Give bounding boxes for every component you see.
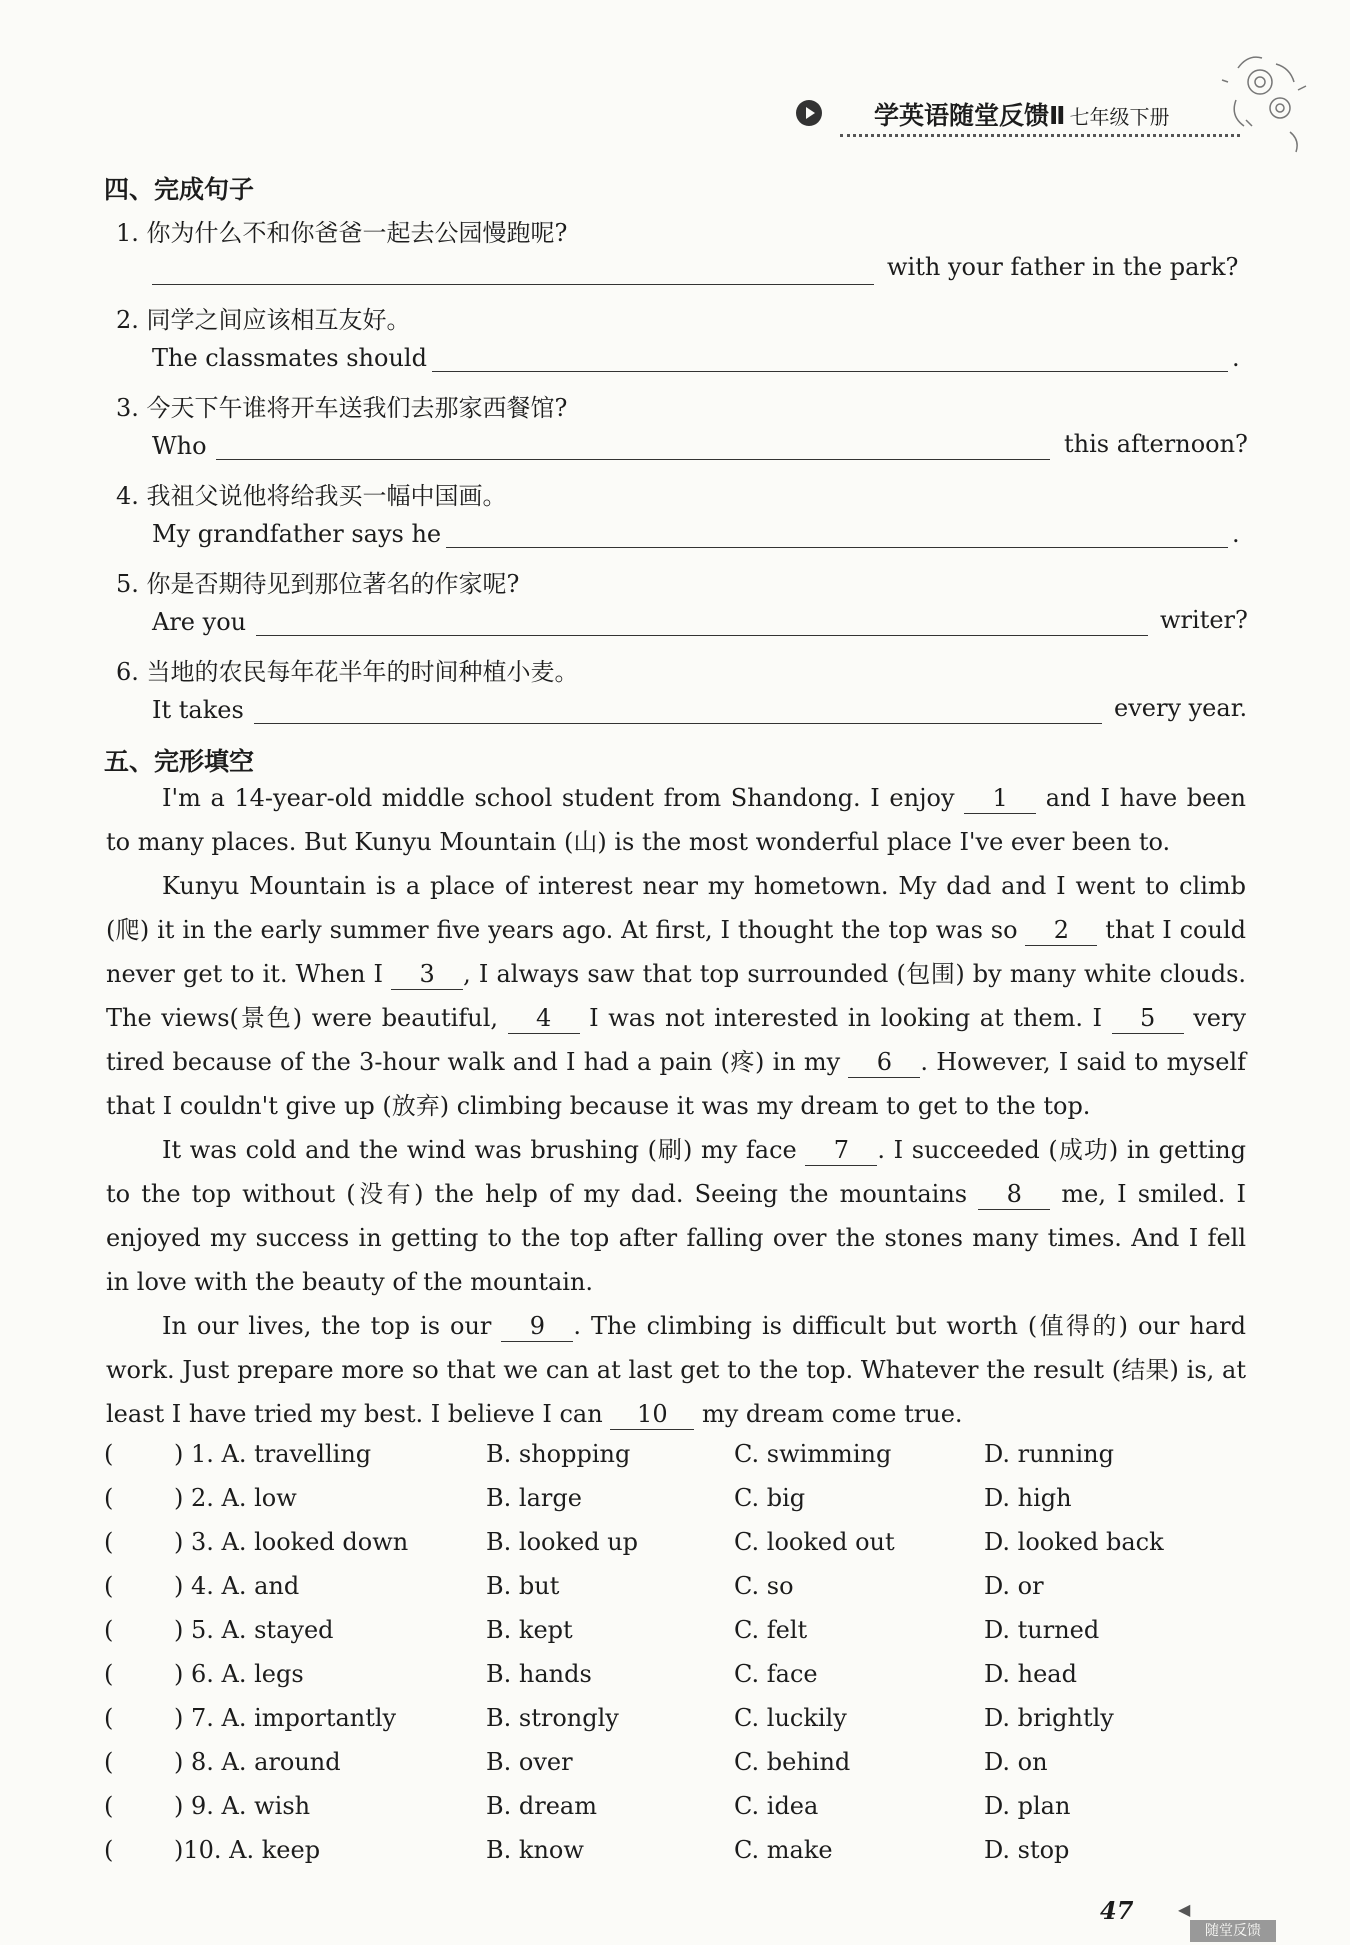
cloze-text: me, I smiled. I enjoyed my success in getting to the top after falling over the stones many times. And I fell in love with the beauty of the mountain.: [106, 1180, 1247, 1296]
cloze-blank-3[interactable]: 3: [391, 959, 463, 990]
question-3-suffix: this afternoon?: [1064, 430, 1248, 458]
option-b: B. hands: [486, 1660, 592, 1688]
question-6-chinese: 6. 当地的农民每年花半年的时间种植小麦。: [116, 658, 579, 686]
option-num: ) 7. A. importantly: [174, 1704, 397, 1732]
option-c: C. make: [734, 1836, 833, 1864]
option-row: [104, 1704, 1284, 1748]
question-2-chinese: 2. 同学之间应该相互友好。: [116, 306, 411, 334]
flower-decoration-icon: [1218, 50, 1313, 160]
option-c: C. swimming: [734, 1440, 892, 1468]
section-4-title: 四、完成句子: [104, 175, 255, 204]
cloze-paragraph: [106, 1304, 1246, 1436]
option-c: C. so: [734, 1572, 794, 1600]
option-row: [104, 1836, 1284, 1880]
arrow-left-icon: ◀: [1178, 1900, 1191, 1919]
option-c: C. looked out: [734, 1528, 895, 1556]
question-3-chinese: 3. 今天下午谁将开车送我们去那家西餐馆?: [116, 394, 568, 422]
answer-blank-4[interactable]: [446, 547, 1228, 548]
option-num: ) 3. A. looked down: [174, 1528, 409, 1556]
option-d: D. brightly: [984, 1704, 1114, 1732]
cloze-blank-1[interactable]: 1: [964, 783, 1036, 814]
option-d: D. plan: [984, 1792, 1071, 1820]
answer-bracket[interactable]: (: [104, 1572, 114, 1600]
option-c: C. big: [734, 1484, 806, 1512]
answer-bracket[interactable]: (: [104, 1704, 114, 1732]
cloze-blank-2[interactable]: 2: [1025, 915, 1097, 946]
answer-bracket[interactable]: (: [104, 1528, 114, 1556]
option-row: [104, 1572, 1284, 1616]
book-title: 学英语随堂反馈Ⅱ 七年级下册: [874, 101, 1170, 130]
option-d: D. head: [984, 1660, 1077, 1688]
answer-blank-5[interactable]: [256, 635, 1148, 636]
cloze-text: . The climbing is difficult but worth (值得的) our hard work. Just prepare more so that we can at last get to the top. Whatever the result (结果) is, at least I have tried my best. I believe I can: [106, 1312, 1246, 1428]
cloze-text: . However, I said to myself that I couldn't give up (放弃) climbing because it was my dream to get to the top.: [106, 1048, 1246, 1120]
cloze-text: and I have been to many places. But Kunyu Mountain (山) is the most wonderful place I've ever been to.: [106, 784, 1246, 856]
footer-tag: 随堂反馈: [1190, 1920, 1276, 1942]
page-number: 47: [1100, 1896, 1134, 1925]
option-b: B. over: [486, 1748, 573, 1776]
answer-bracket[interactable]: (: [104, 1440, 114, 1468]
option-d: D. stop: [984, 1836, 1070, 1864]
cloze-text: I'm a 14-year-old middle school student from Shandong. I enjoy: [162, 784, 965, 812]
cloze-blank-10[interactable]: 10: [610, 1399, 694, 1430]
question-5-prefix: Are you: [152, 608, 247, 636]
cloze-text: . I succeeded (成功) in getting to the top without (没有) the help of my dad. Seeing the mountains: [106, 1136, 1246, 1208]
answer-bracket[interactable]: (: [104, 1836, 114, 1864]
option-row: [104, 1660, 1284, 1704]
question-2-prefix: The classmates should: [152, 344, 427, 372]
header-divider: [840, 134, 1240, 137]
cloze-blank-5[interactable]: 5: [1112, 1003, 1184, 1034]
cloze-text: It was cold and the wind was brushing (刷) my face: [162, 1136, 806, 1164]
cloze-passage: [106, 776, 1246, 1436]
question-1-chinese: 1. 你为什么不和你爸爸一起去公园慢跑呢?: [116, 219, 568, 247]
option-d: D. high: [984, 1484, 1072, 1512]
option-row: [104, 1748, 1284, 1792]
option-b: B. know: [486, 1836, 584, 1864]
option-row: [104, 1528, 1284, 1572]
cloze-paragraph: [106, 864, 1246, 1128]
answer-bracket[interactable]: (: [104, 1660, 114, 1688]
answer-bracket[interactable]: (: [104, 1484, 114, 1512]
cloze-blank-8[interactable]: 8: [978, 1179, 1050, 1210]
option-b: B. shopping: [486, 1440, 631, 1468]
question-6-suffix: every year.: [1114, 694, 1248, 722]
cloze-text: very tired because of the 3-hour walk and I had a pain (疼) in my: [106, 1004, 1246, 1076]
cloze-text: that I could never get to it. When I: [106, 916, 1246, 988]
cloze-blank-7[interactable]: 7: [805, 1135, 877, 1166]
book-subtitle: 七年级下册: [1069, 105, 1170, 129]
cloze-paragraph: [106, 776, 1246, 864]
option-num: ) 9. A. wish: [174, 1792, 311, 1820]
option-row: [104, 1484, 1284, 1528]
option-d: D. or: [984, 1572, 1044, 1600]
option-num: ) 6. A. legs: [174, 1660, 304, 1688]
cloze-text: , I always saw that top surrounded (包围) by many white clouds. The views(景色) were beautiful,: [106, 960, 1247, 1032]
option-b: B. large: [486, 1484, 582, 1512]
option-num: ) 5. A. stayed: [174, 1616, 334, 1644]
answer-blank-3[interactable]: [216, 459, 1050, 460]
question-4-suffix: .: [1232, 520, 1240, 548]
question-5-chinese: 5. 你是否期待见到那位著名的作家呢?: [116, 570, 520, 598]
question-3-prefix: Who: [152, 432, 207, 460]
question-4-chinese: 4. 我祖父说他将给我买一幅中国画。: [116, 482, 507, 510]
question-1-suffix: with your father in the park?: [887, 253, 1239, 281]
option-c: C. felt: [734, 1616, 808, 1644]
option-b: B. kept: [486, 1616, 573, 1644]
option-num: ) 2. A. low: [174, 1484, 297, 1512]
cloze-blank-6[interactable]: 6: [848, 1047, 920, 1078]
option-d: D. running: [984, 1440, 1114, 1468]
answer-bracket[interactable]: (: [104, 1748, 114, 1776]
option-num: ) 1. A. travelling: [174, 1440, 372, 1468]
option-b: B. looked up: [486, 1528, 639, 1556]
answer-bracket[interactable]: (: [104, 1616, 114, 1644]
answer-blank-2[interactable]: [432, 371, 1228, 372]
option-c: C. face: [734, 1660, 818, 1688]
option-c: C. idea: [734, 1792, 819, 1820]
option-d: D. looked back: [984, 1528, 1164, 1556]
option-b: B. but: [486, 1572, 560, 1600]
option-row: [104, 1616, 1284, 1660]
option-b: B. strongly: [486, 1704, 619, 1732]
cloze-blank-4[interactable]: 4: [508, 1003, 580, 1034]
question-6-prefix: It takes: [152, 696, 244, 724]
question-2-suffix: .: [1232, 344, 1240, 372]
question-5-suffix: writer?: [1160, 606, 1248, 634]
cloze-text: I was not interested in looking at them. I: [579, 1004, 1112, 1032]
option-num: )10. A. keep: [174, 1836, 321, 1864]
section-5-title: 五、完形填空: [104, 747, 255, 776]
answer-bracket[interactable]: (: [104, 1792, 114, 1820]
cloze-text: In our lives, the top is our: [162, 1312, 502, 1340]
cloze-text: Kunyu Mountain is a place of interest near my hometown. My dad and I went to climb (爬) it in the early summer five years ago. At first, I thought the top was so: [106, 872, 1246, 944]
option-row: [104, 1440, 1284, 1484]
option-d: D. turned: [984, 1616, 1100, 1644]
option-d: D. on: [984, 1748, 1048, 1776]
option-c: C. luckily: [734, 1704, 847, 1732]
option-c: C. behind: [734, 1748, 851, 1776]
cloze-text: my dream come true.: [694, 1400, 963, 1428]
answer-blank-1[interactable]: [152, 284, 874, 285]
option-row: [104, 1792, 1284, 1836]
cloze-blank-9[interactable]: 9: [501, 1311, 573, 1342]
option-b: B. dream: [486, 1792, 597, 1820]
play-icon: [796, 100, 822, 126]
cloze-paragraph: [106, 1128, 1246, 1304]
answer-blank-6[interactable]: [254, 723, 1102, 724]
question-4-prefix: My grandfather says he: [152, 520, 442, 548]
option-num: ) 4. A. and: [174, 1572, 300, 1600]
option-num: ) 8. A. around: [174, 1748, 341, 1776]
